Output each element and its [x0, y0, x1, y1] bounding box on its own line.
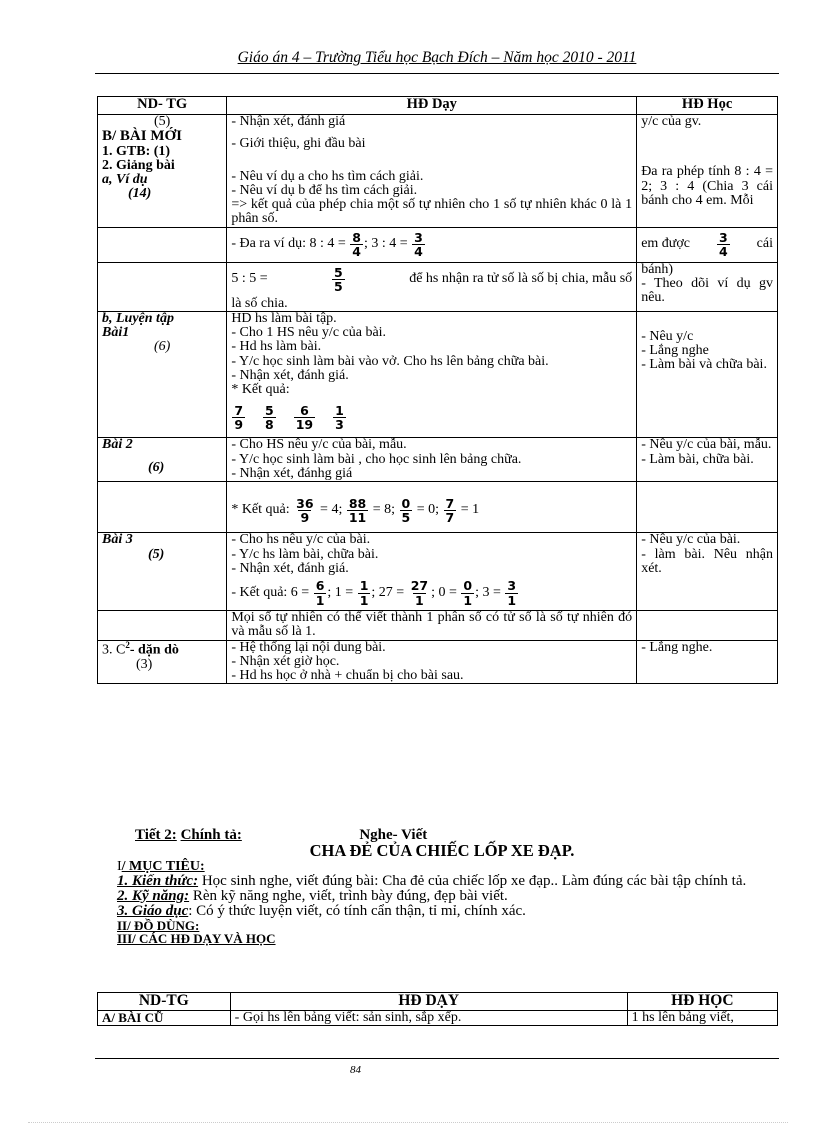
section-subtitle: 3. $C^2-$ dặn dò	[102, 639, 179, 658]
text-line: - Lắng nghe.	[641, 639, 713, 655]
cell-teacher	[227, 611, 637, 641]
header-hd-day: HĐ DẠY	[230, 993, 627, 1011]
table-header-row	[98, 993, 778, 1011]
time-label: (6)	[154, 339, 171, 355]
text-line: - Nêu y/c	[641, 328, 694, 344]
objective-education: 3. Giáo dục: Có ý thức luyện viết, có tính cẩn thận, tỉ mỉ, chính xác.	[117, 902, 526, 919]
text-line: - Nhận xét, đánh giá.	[231, 367, 349, 383]
section-subtitle: 1. GTB: (1)	[102, 143, 171, 159]
header-nd-tg: ND- TG	[98, 97, 227, 115]
cell-teacher	[227, 438, 637, 482]
fraction: $\frac{6}{1}$	[315, 578, 325, 608]
results-math: * Kết quả: $\frac{36}{9}$ = 4; $\frac{88}{11}$ = 8; $\frac{0}{5}$ = 0; $\frac{7}{7}$ = 1	[231, 495, 480, 525]
objective-knowledge: 1. Kiến thức: Học sinh nghe, viết đúng bài: Cha đẻ của chiếc lốp xe đạp.. Làm đúng các bài tập chính tả.	[117, 872, 747, 889]
section-subtitle: 2. Giảng bài	[102, 157, 175, 173]
cell-teacher	[227, 311, 637, 438]
fraction: $\frac{3}{1}$	[507, 578, 517, 608]
table-row	[98, 311, 778, 438]
text-line: => kết quả của phép chia một số tự nhiên cho 1 số tự nhiên khác 0 là 1 phân số.	[231, 197, 633, 227]
text-line: - Nhận xét, đánh giá	[231, 114, 346, 129]
fraction: $\frac{0}{5}$	[401, 495, 411, 525]
text-line: - Hệ thống lại nội dung bài.	[231, 639, 386, 655]
fraction: $\frac{5}{8}$	[265, 402, 274, 432]
cell-content-time	[98, 640, 227, 684]
time-label: (14)	[128, 186, 152, 202]
cell-content-time	[98, 533, 227, 611]
cell-content-time	[98, 115, 227, 228]
fraction: $\frac{27}{1}$	[410, 578, 429, 608]
header-nd-tg: ND-TG	[98, 993, 231, 1011]
cell-content-time	[98, 311, 227, 438]
results-fractions	[231, 397, 632, 437]
cell-teacher	[227, 115, 637, 228]
text-line: là số chia.	[231, 295, 288, 311]
exercise-label: Bài 2	[102, 437, 133, 453]
objectives-heading: I/ MỤC TIÊU:	[117, 858, 205, 874]
text-line: - Cho hs nêu y/c của bài.	[231, 532, 371, 548]
table-row	[98, 227, 778, 262]
table-row	[98, 115, 778, 228]
table-row	[98, 533, 778, 611]
text-line: - Y/c học sinh làm bài , cho học sinh lên bảng chữa.	[231, 451, 522, 467]
table-header-row	[98, 97, 778, 115]
text-line: - Hd hs học ở nhà + chuẩn bị cho bài sau.	[231, 668, 464, 684]
text-line: bánh) - Theo dõi ví dụ gv nêu.	[641, 261, 773, 306]
text-line: - Nhận xét, đánh giá.	[231, 560, 349, 576]
cell-student: em được $\frac{3}{4}$ cái	[637, 227, 778, 262]
table-row	[98, 640, 778, 684]
exercise-label: Bài1	[102, 325, 130, 341]
text-line: - Nhận xét, đánhg giá	[231, 465, 353, 481]
page-number: 84	[350, 1064, 361, 1076]
text-line: Mọi số tự nhiên có thể viết thành 1 phân số có tử số là số tự nhiên đó và mẫu số là 1.	[231, 610, 633, 640]
fraction: $\frac{36}{9}$	[296, 495, 314, 525]
text-line: - Nhận xét giờ học.	[231, 653, 340, 669]
fraction: $\frac{88}{11}$	[348, 495, 367, 525]
text-line: y/c của gv.	[641, 114, 702, 129]
table-row	[98, 1011, 778, 1026]
header-hd-hoc: HĐ Học	[637, 97, 778, 115]
cell-teacher: - Gọi hs lên bảng viết: sản sinh, sắp xếp.	[230, 1011, 627, 1026]
text-line: * Kết quả:	[231, 382, 290, 398]
section-subtitle: b, Luyện tập	[102, 310, 174, 326]
text-line: - Nêu ví dụ a cho hs tìm cách giải.	[231, 168, 424, 184]
objective-skills: 2. Kỹ năng: Rèn kỹ năng nghe, viết, trình bày đúng, đẹp bài viết.	[117, 887, 508, 904]
table-row	[98, 438, 778, 482]
text-line: - Nêu y/c của bài.	[641, 532, 741, 548]
footer-rule	[95, 1058, 779, 1059]
text-line: - Cho 1 HS nêu y/c của bài.	[231, 325, 387, 341]
cell-teacher	[227, 640, 637, 684]
materials-heading: II/ ĐỒ DÙNG:	[117, 917, 200, 933]
cell-content-time	[98, 438, 227, 482]
header-hd-day: HĐ Dạy	[227, 97, 637, 115]
cell-student	[637, 438, 778, 482]
text-line: - làm bài. Nêu nhận xét.	[641, 546, 773, 576]
section-title: B/ BÀI MỚI	[102, 128, 183, 145]
lesson-number: Tiết 2:	[135, 827, 177, 843]
table-row	[98, 262, 778, 311]
text-line: - Y/c học sinh làm bài vào vở. Cho hs lên bảng chữa bài.	[231, 353, 549, 369]
time-label: (5)	[148, 546, 165, 562]
fraction: $\frac{5}{5}$	[334, 264, 343, 295]
time-label: (6)	[148, 459, 165, 475]
activities-heading: III/ CÁC HĐ DẠY VÀ HỌC	[117, 930, 276, 946]
example-math: 5 : 5 = $\frac{5}{5}$ để hs nhận ra tử số là số bị chia, mẫu số	[231, 264, 633, 295]
subject-label: Chính tả:	[180, 827, 242, 843]
text-line: - Nêu ví dụ b để hs tìm cách giải.	[231, 182, 418, 198]
text-line: - Lắng nghe	[641, 343, 709, 359]
lesson-2-section	[117, 828, 767, 945]
fraction: $\frac{1}{3}$	[335, 402, 344, 432]
time-label: (3)	[136, 656, 153, 672]
page-header: Giáo án 4 – Trường Tiểu học Bạch Đích – Năm học 2010 - 2011	[237, 49, 637, 66]
text-line: - Giới thiệu, ghi đầu bài	[231, 136, 366, 152]
text-line: - Nêu y/c của bài, mẫu.	[641, 437, 772, 453]
section-subtitle: a, Ví dụ	[102, 172, 148, 188]
fraction: $\frac{1}{1}$	[359, 578, 369, 608]
example-math: - Đa ra ví dụ: 8 : 4 = $\frac{8}{4}$ ; 3 : 4 = $\frac{3}{4}$	[231, 229, 423, 260]
fraction: $\frac{3}{4}$	[718, 229, 728, 260]
fraction: $\frac{0}{1}$	[463, 578, 473, 608]
lesson-type: Nghe- Viết	[359, 827, 428, 843]
cell-student	[637, 640, 778, 684]
cell-teacher	[227, 533, 637, 611]
cell-student	[637, 115, 778, 228]
lesson-table-1	[97, 96, 778, 684]
header-hd-hoc: HĐ HỌC	[627, 993, 777, 1011]
cell-student	[637, 533, 778, 611]
table-row	[98, 611, 778, 641]
cell-teacher	[227, 262, 637, 311]
text-line: - Làm bài, chữa bài.	[641, 451, 754, 467]
cell-student	[637, 311, 778, 438]
cell-student	[637, 262, 778, 311]
fraction: $\frac{6}{19}$	[295, 402, 314, 432]
text-line: - Làm bài và chữa bài.	[641, 357, 767, 373]
text-line: Đa ra phép tính 8 : 4 = 2; 3 : 4 (Chia 3 cái bánh cho 4 em. Mỗi	[641, 164, 773, 208]
cell-teacher	[227, 227, 637, 262]
text-line: - Cho HS nêu y/c của bài, mẫu.	[231, 437, 407, 453]
cell-teacher	[227, 482, 637, 533]
time-label: (5)	[153, 114, 171, 129]
cell-student: 1 hs lên bảng viết,	[627, 1011, 777, 1026]
cell-content-time: A/ BÀI CŨ	[98, 1011, 231, 1026]
fraction: $\frac{7}{9}$	[234, 402, 244, 432]
results-math: - Kết quả: 6 = $\frac{6}{1}$ ; 1 = $\frac{1}{1}$ ; 27 = $\frac{27}{1}$ ; 0 = $\frac{0}{1}$ ; 3 = $\frac{3}{1}$	[231, 578, 517, 608]
lesson-table-2	[97, 992, 778, 1026]
lesson-title: CHA ĐẺ CỦA CHIẾC LỐP XE ĐẠP.	[309, 841, 575, 860]
exercise-label: Bài 3	[102, 532, 133, 548]
text-line: - Y/c hs làm bài, chữa bài.	[231, 546, 379, 562]
fraction: $\frac{7}{7}$	[445, 495, 455, 525]
fraction: $\frac{8}{4}$	[352, 229, 361, 260]
text-line: HD hs làm bài tập.	[231, 310, 337, 326]
fraction: $\frac{3}{4}$	[414, 229, 423, 260]
table-row	[98, 482, 778, 533]
header-rule	[95, 73, 779, 74]
text-line: - Hd hs làm bài.	[231, 339, 322, 355]
